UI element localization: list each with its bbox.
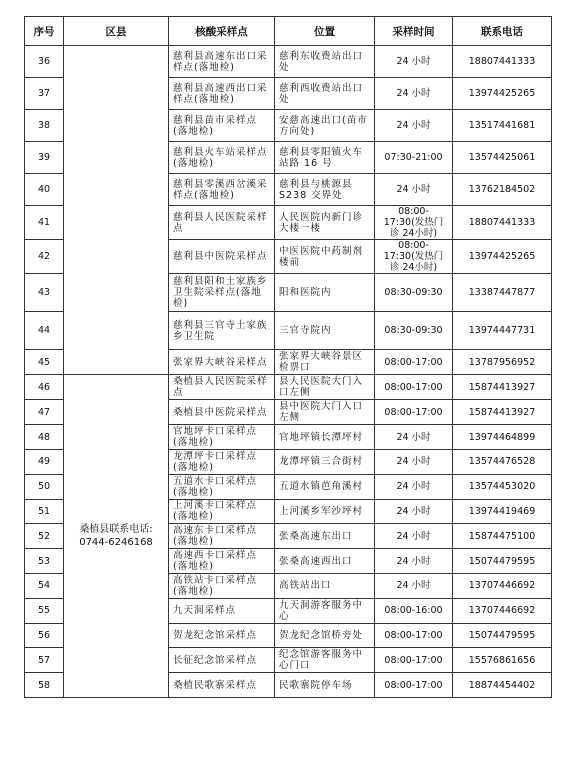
row-number: 42 — [25, 240, 64, 274]
row-number: 55 — [25, 598, 64, 623]
contact-phone: 13974464899 — [453, 425, 552, 450]
row-number: 54 — [25, 573, 64, 598]
site-name: 慈利县苗市采样点(落地检) — [169, 110, 275, 142]
site-name: 慈利县高速东出口采样点(落地检) — [169, 46, 275, 78]
sampling-time: 08:00-17:00 — [375, 673, 453, 698]
contact-phone: 13574453020 — [453, 474, 552, 499]
sampling-time: 08:00-17:30(发热门诊 24小时) — [375, 240, 453, 274]
contact-phone: 13974425265 — [453, 78, 552, 110]
sampling-sites-table — [24, 16, 552, 698]
site-location: 三官寺院内 — [275, 312, 375, 350]
site-location: 上河溪乡军沙坪村 — [275, 499, 375, 524]
county-cell-cili — [64, 46, 169, 375]
site-name: 桑植县人民医院采样点 — [169, 375, 275, 400]
site-location: 官地坪镇长潭坪村 — [275, 425, 375, 450]
county-cell-sangzhi — [64, 375, 169, 698]
sampling-time: 08:00-17:00 — [375, 350, 453, 375]
contact-phone: 13974447731 — [453, 312, 552, 350]
header-time: 采样时间 — [375, 17, 453, 46]
site-name: 桑植县中医院采样点 — [169, 400, 275, 425]
contact-phone: 15074479595 — [453, 549, 552, 574]
contact-phone: 15074479595 — [453, 623, 552, 648]
row-number: 58 — [25, 673, 64, 698]
table-row — [25, 375, 552, 400]
row-number: 40 — [25, 174, 64, 206]
sampling-time: 24 小时 — [375, 425, 453, 450]
sampling-time: 24 小时 — [375, 174, 453, 206]
row-number: 52 — [25, 524, 64, 549]
sampling-time: 24 小时 — [375, 474, 453, 499]
site-name: 长征纪念馆采样点 — [169, 648, 275, 673]
contact-phone: 18874454402 — [453, 673, 552, 698]
site-name: 慈利县火车站采样点(落地检) — [169, 142, 275, 174]
contact-phone: 18807441333 — [453, 206, 552, 240]
site-location: 张家界大峡谷景区检票口 — [275, 350, 375, 375]
site-name: 慈利县高速西出口采样点(落地检) — [169, 78, 275, 110]
row-number: 43 — [25, 274, 64, 312]
site-name: 龙潭坪卡口采样点(落地检) — [169, 450, 275, 475]
site-name: 高速东卡口采样点(落地检) — [169, 524, 275, 549]
sampling-time: 08:00-17:00 — [375, 400, 453, 425]
contact-phone: 13762184502 — [453, 174, 552, 206]
contact-phone: 15874475100 — [453, 524, 552, 549]
site-location: 县中医院大门入口左侧 — [275, 400, 375, 425]
contact-phone: 13707446692 — [453, 573, 552, 598]
site-name: 慈利县人民医院采样点 — [169, 206, 275, 240]
site-location: 纪念馆游客服务中心门口 — [275, 648, 375, 673]
site-name: 慈利县阳和土家族乡卫生院采样点(落地检) — [169, 274, 275, 312]
contact-phone: 13974419469 — [453, 499, 552, 524]
site-name: 九天洞采样点 — [169, 598, 275, 623]
sampling-time: 24 小时 — [375, 573, 453, 598]
county-contact-phone: 0744-6246168 — [79, 536, 153, 548]
site-location: 贺龙纪念馆桥旁处 — [275, 623, 375, 648]
sampling-time: 08:00-17:30(发热门诊 24小时) — [375, 206, 453, 240]
sampling-time: 24 小时 — [375, 499, 453, 524]
sampling-time: 24 小时 — [375, 549, 453, 574]
sampling-time: 24 小时 — [375, 524, 453, 549]
row-number: 50 — [25, 474, 64, 499]
contact-phone: 13787956952 — [453, 350, 552, 375]
header-site: 核酸采样点 — [169, 17, 275, 46]
site-name: 慈利县中医院采样点 — [169, 240, 275, 274]
site-name: 上河溪卡口采样点(落地检) — [169, 499, 275, 524]
contact-phone: 13387447877 — [453, 274, 552, 312]
site-location: 安慈高速出口(苗市方向处) — [275, 110, 375, 142]
site-name: 贺龙纪念馆采样点 — [169, 623, 275, 648]
site-location: 阳和医院内 — [275, 274, 375, 312]
sampling-time: 07:30-21:00 — [375, 142, 453, 174]
row-number: 47 — [25, 400, 64, 425]
row-number: 39 — [25, 142, 64, 174]
site-name: 桑植民歌寨采样点 — [169, 673, 275, 698]
site-name: 张家界大峡谷采样点 — [169, 350, 275, 375]
row-number: 41 — [25, 206, 64, 240]
contact-phone: 18807441333 — [453, 46, 552, 78]
sampling-time: 24 小时 — [375, 46, 453, 78]
site-location: 县人民医院大门入口左侧 — [275, 375, 375, 400]
contact-phone: 13574476528 — [453, 450, 552, 475]
sampling-time: 08:00-17:00 — [375, 375, 453, 400]
site-location: 张桑高速西出口 — [275, 549, 375, 574]
site-location: 慈利县零阳镇火车站路 16 号 — [275, 142, 375, 174]
row-number: 53 — [25, 549, 64, 574]
site-location: 民歌寨院停车场 — [275, 673, 375, 698]
header-county: 区县 — [64, 17, 169, 46]
sampling-time: 08:30-09:30 — [375, 312, 453, 350]
sampling-time: 24 小时 — [375, 110, 453, 142]
site-name: 高铁站卡口采样点(落地检) — [169, 573, 275, 598]
row-number: 51 — [25, 499, 64, 524]
contact-phone: 15874413927 — [453, 400, 552, 425]
site-location: 慈利东收费站出口处 — [275, 46, 375, 78]
site-name: 官地坪卡口采样点(落地检) — [169, 425, 275, 450]
header-location: 位置 — [275, 17, 375, 46]
header-no: 序号 — [25, 17, 64, 46]
site-name: 慈利县三官寺土家族乡卫生院 — [169, 312, 275, 350]
row-number: 45 — [25, 350, 64, 375]
contact-phone: 13974425265 — [453, 240, 552, 274]
site-location: 慈利县与桃源县S238 交界处 — [275, 174, 375, 206]
site-location: 慈利西收费站出口处 — [275, 78, 375, 110]
site-location: 高铁站出口 — [275, 573, 375, 598]
contact-phone: 13574425061 — [453, 142, 552, 174]
row-number: 37 — [25, 78, 64, 110]
row-number: 49 — [25, 450, 64, 475]
sampling-time: 08:00-16:00 — [375, 598, 453, 623]
row-number: 44 — [25, 312, 64, 350]
contact-phone: 13517441681 — [453, 110, 552, 142]
site-location: 五道水镇芭角溪村 — [275, 474, 375, 499]
site-name: 慈利县零溪西岔溪采样点(落地检) — [169, 174, 275, 206]
sampling-time: 08:00-17:00 — [375, 623, 453, 648]
county-contact-label: 桑植县联系电话: — [79, 523, 153, 535]
row-number: 48 — [25, 425, 64, 450]
contact-phone: 13707446692 — [453, 598, 552, 623]
table-row — [25, 46, 552, 78]
sampling-time: 08:30-09:30 — [375, 274, 453, 312]
row-number: 57 — [25, 648, 64, 673]
site-location: 中医医院中药制剂楼前 — [275, 240, 375, 274]
row-number: 38 — [25, 110, 64, 142]
site-location: 九天洞游客服务中心 — [275, 598, 375, 623]
site-location: 人民医院内新门诊大楼一楼 — [275, 206, 375, 240]
site-location: 龙潭坪镇三合街村 — [275, 450, 375, 475]
site-name: 五道水卡口采样点(落地检) — [169, 474, 275, 499]
sampling-time: 24 小时 — [375, 78, 453, 110]
sampling-time: 24 小时 — [375, 450, 453, 475]
row-number: 56 — [25, 623, 64, 648]
header-phone: 联系电话 — [453, 17, 552, 46]
site-location: 张桑高速东出口 — [275, 524, 375, 549]
header-row — [25, 17, 552, 46]
contact-phone: 15576861656 — [453, 648, 552, 673]
contact-phone: 15874413927 — [453, 375, 552, 400]
site-name: 高速西卡口采样点(落地检) — [169, 549, 275, 574]
row-number: 36 — [25, 46, 64, 78]
sampling-time: 08:00-17:00 — [375, 648, 453, 673]
row-number: 46 — [25, 375, 64, 400]
